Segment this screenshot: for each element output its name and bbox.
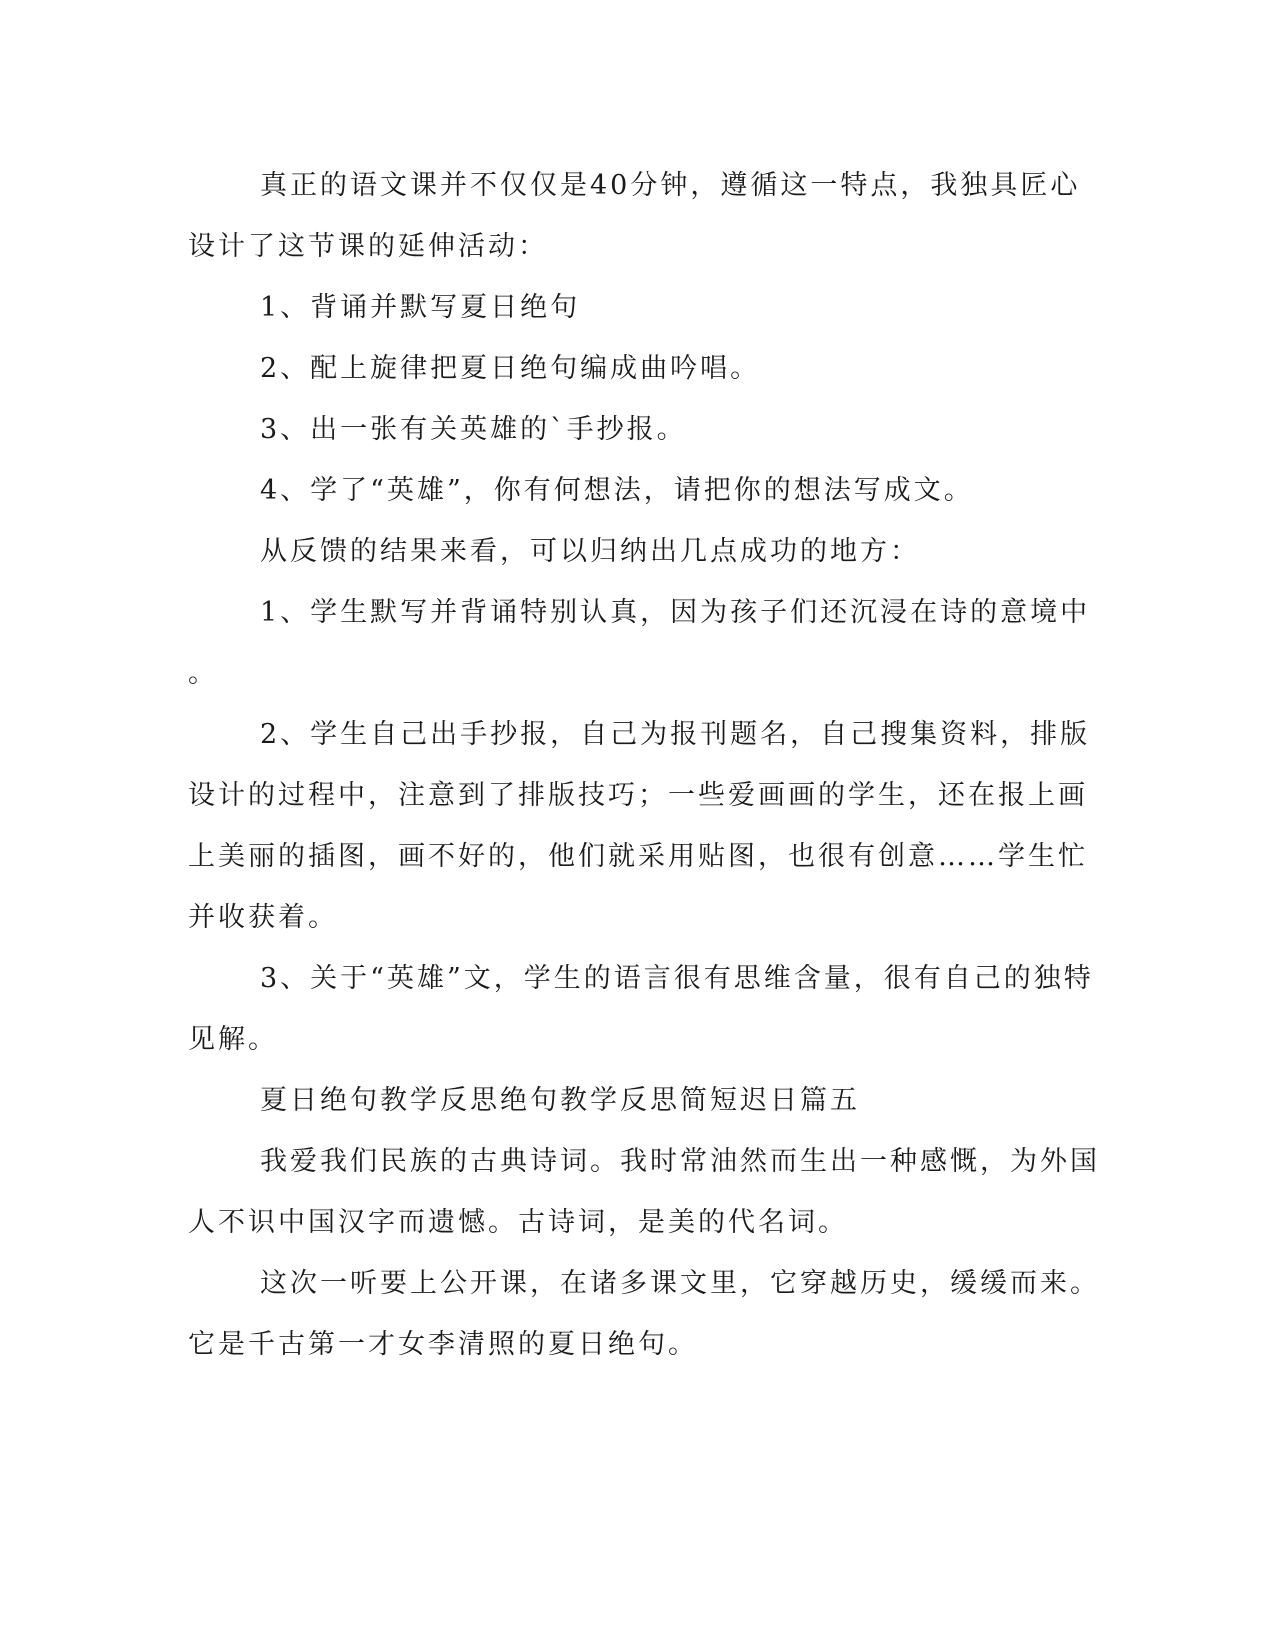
text-line: 2、学生自己出手抄报，自己为报刊题名，自己搜集资料，排版: [260, 719, 1091, 750]
paragraph-feedback-intro: [188, 521, 1088, 582]
text-line: 3、关于“英雄”文，学生的语言很有思维含量，很有自己的独特: [260, 963, 1094, 994]
text-line: 1、背诵并默写夏日绝句: [260, 292, 581, 323]
text-line: 1、学生默写并背诵特别认真，因为孩子们还沉浸在诗的意境中: [260, 597, 1091, 628]
text-line: 并收获着。: [188, 902, 338, 933]
paragraph-poetry-love: [188, 1131, 1100, 1253]
text-line: 人不识中国汉字而遗憾。古诗词，是美的代名词。: [188, 1207, 848, 1238]
text-line: 真正的语文课并不仅仅是40分钟，遵循这一特点，我独具匠心: [260, 170, 1081, 201]
section-heading: [188, 1070, 1088, 1131]
document-body: [188, 155, 1100, 1375]
paragraph-open-class: [188, 1253, 1100, 1375]
paragraph-extension-activities: [188, 155, 1088, 277]
text-line: 3、出一张有关英雄的`手抄报。: [260, 414, 687, 445]
text-line: 夏日绝句教学反思绝句教学反思简短迟日篇五: [260, 1085, 860, 1116]
feedback-item-3: [188, 948, 1094, 1070]
feedback-item-2: [188, 704, 1091, 948]
text-line: 我爱我们民族的古典诗词。我时常油然而生出一种感慨，为外国: [260, 1146, 1100, 1177]
text-line: 。: [188, 658, 218, 689]
list-item-2: [188, 338, 1088, 399]
feedback-item-1: [188, 582, 1091, 704]
text-line: 上美丽的插图，画不好的，他们就采用贴图，也很有创意……学生忙: [188, 841, 1088, 872]
text-line: 4、学了“英雄”，你有何想法，请把你的想法写成文。: [260, 475, 974, 506]
text-line: 这次一听要上公开课，在诸多课文里，它穿越历史，缓缓而来。: [260, 1268, 1100, 1299]
text-line: 设计的过程中，注意到了排版技巧；一些爱画画的学生，还在报上画: [188, 780, 1088, 811]
text-line: 设计了这节课的延伸活动：: [188, 231, 548, 262]
text-line: 2、配上旋律把夏日绝句编成曲吟唱。: [260, 353, 761, 384]
list-item-4: [188, 460, 1088, 521]
text-line: 从反馈的结果来看，可以归纳出几点成功的地方：: [260, 536, 920, 567]
text-line: 见解。: [188, 1024, 278, 1055]
list-item-3: [188, 399, 1088, 460]
list-item-1: [188, 277, 1088, 338]
text-line: 它是千古第一才女李清照的夏日绝句。: [188, 1329, 698, 1360]
